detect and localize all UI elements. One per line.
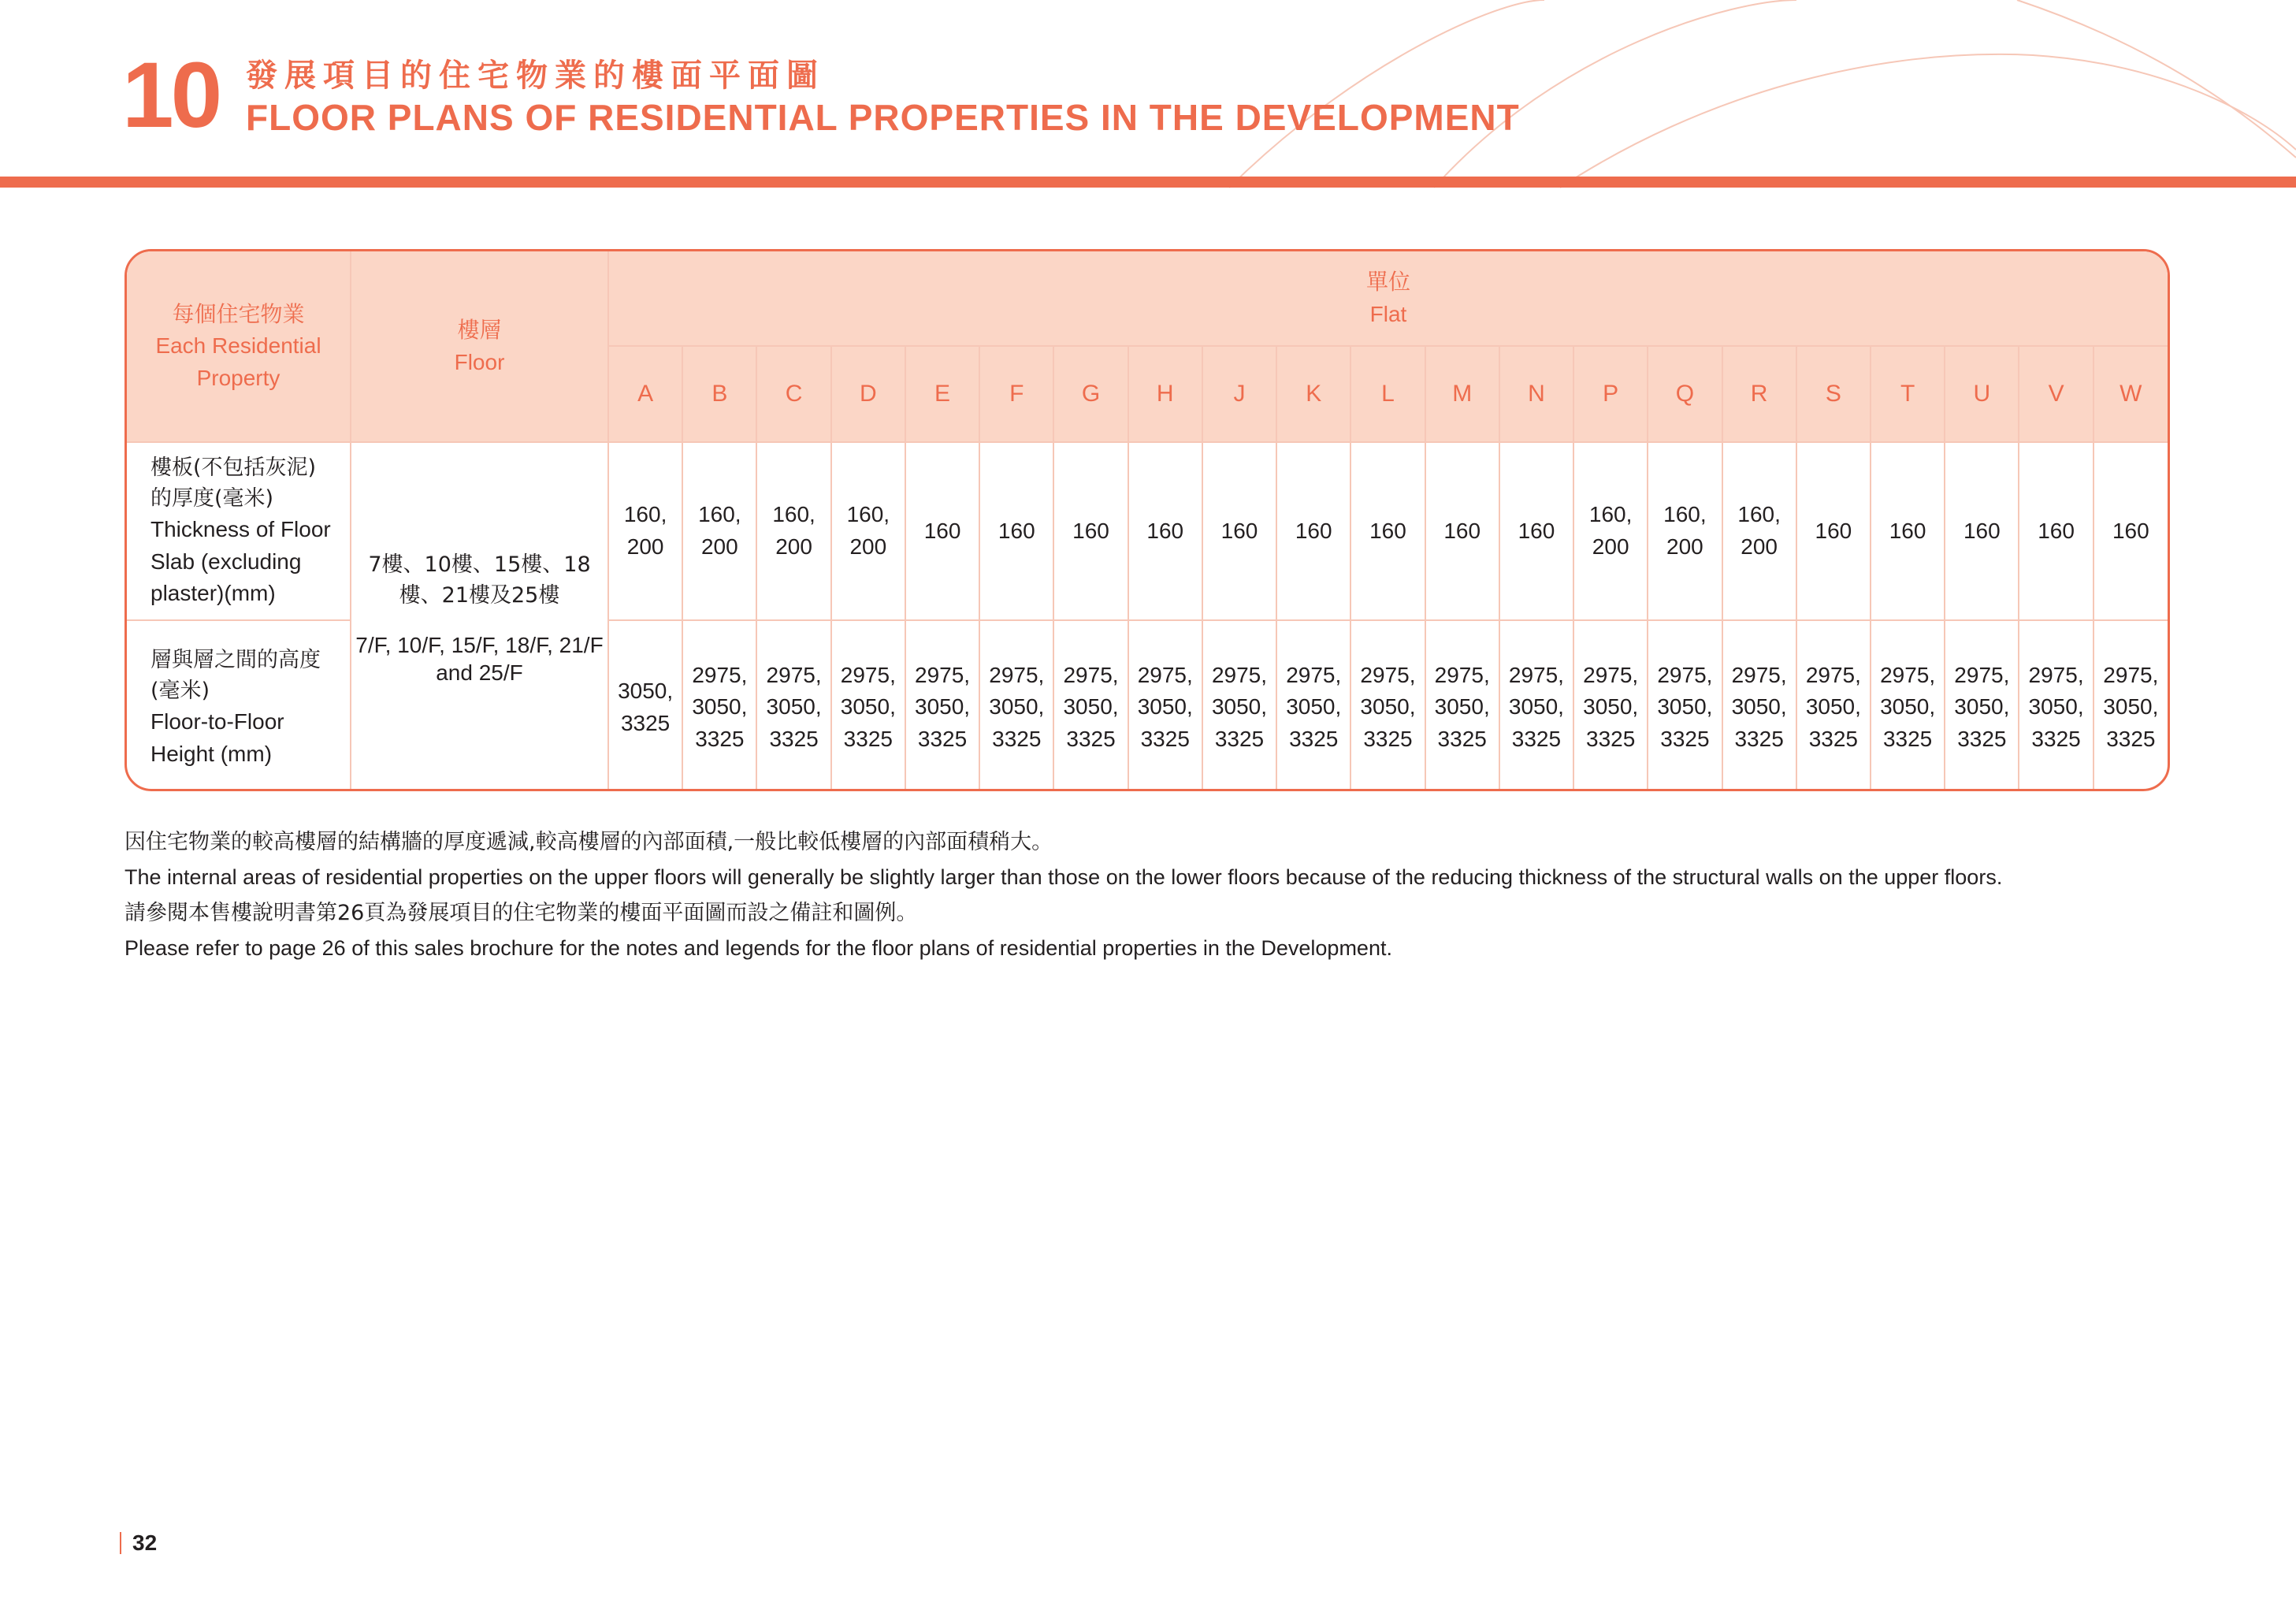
row-label-thickness (127, 442, 351, 620)
height-cell-e: 2975, 3050, 3325 (905, 620, 979, 791)
floor-cell (351, 442, 608, 791)
height-cell-t: 2975, 3050, 3325 (1871, 620, 1945, 791)
flat-header-a: A (608, 346, 682, 442)
col-header-floor-zh: 樓層 (457, 316, 502, 343)
col-header-property-en: Each Residential Property (155, 333, 321, 390)
thickness-cell-f: 160 (979, 442, 1053, 620)
thickness-cell-a: 160, 200 (608, 442, 682, 620)
flat-header-v: V (2019, 346, 2093, 442)
floor-cell-zh: 7樓、10樓、15樓、18樓、21樓及25樓 (368, 552, 591, 608)
col-header-floor (351, 251, 608, 442)
height-cell-a: 3050, 3325 (608, 620, 682, 791)
thickness-cell-k: 160 (1276, 442, 1350, 620)
row-label-thickness-en: Thickness of Floor Slab (excluding plaster)(mm) (150, 517, 331, 606)
height-cell-p: 2975, 3050, 3325 (1573, 620, 1648, 791)
header-decorative-arcs (0, 0, 2296, 189)
footnotes (124, 824, 2173, 966)
page-title-zh: 發展項目的住宅物業的樓面平面圖 (246, 58, 825, 94)
height-cell-s: 2975, 3050, 3325 (1796, 620, 1871, 791)
height-cell-w: 2975, 3050, 3325 (2094, 620, 2168, 791)
col-header-floor-en: Floor (454, 349, 505, 374)
thickness-cell-s: 160 (1796, 442, 1871, 620)
page-title-en: FLOOR PLANS OF RESIDENTIAL PROPERTIES IN THE DEVELOPMENT (246, 97, 1520, 138)
col-header-flat (608, 251, 2168, 346)
flat-header-n: N (1499, 346, 1573, 442)
flat-header-t: T (1871, 346, 1945, 442)
flat-header-d: D (831, 346, 905, 442)
height-cell-v: 2975, 3050, 3325 (2019, 620, 2093, 791)
height-cell-n: 2975, 3050, 3325 (1499, 620, 1573, 791)
thickness-cell-g: 160 (1053, 442, 1128, 620)
flat-header-g: G (1053, 346, 1128, 442)
col-header-flat-zh: 單位 (1365, 268, 1410, 295)
flat-header-k: K (1276, 346, 1350, 442)
thickness-cell-d: 160, 200 (831, 442, 905, 620)
height-cell-f: 2975, 3050, 3325 (979, 620, 1053, 791)
flat-header-e: E (905, 346, 979, 442)
flat-header-l: L (1350, 346, 1425, 442)
note-1-zh: 因住宅物業的較高樓層的結構牆的厚度遞減,較高樓層的內部面積,一般比較低樓層的內部面積稍大。 (124, 830, 1053, 854)
height-cell-r: 2975, 3050, 3325 (1722, 620, 1796, 791)
thickness-cell-q: 160, 200 (1648, 442, 1722, 620)
flat-header-w: W (2094, 346, 2168, 442)
thickness-cell-r: 160, 200 (1722, 442, 1796, 620)
height-cell-q: 2975, 3050, 3325 (1648, 620, 1722, 791)
height-cell-h: 2975, 3050, 3325 (1128, 620, 1202, 791)
col-header-flat-en: Flat (1369, 301, 1407, 326)
flat-header-c: C (756, 346, 830, 442)
row-label-height (127, 620, 351, 791)
height-cell-k: 2975, 3050, 3325 (1276, 620, 1350, 791)
thickness-cell-p: 160, 200 (1573, 442, 1648, 620)
thickness-cell-m: 160 (1425, 442, 1499, 620)
row-label-height-en: Floor-to-Floor Height (mm) (150, 709, 284, 766)
height-cell-b: 2975, 3050, 3325 (682, 620, 756, 791)
thickness-cell-u: 160 (1945, 442, 2019, 620)
flat-header-q: Q (1648, 346, 1722, 442)
height-cell-l: 2975, 3050, 3325 (1350, 620, 1425, 791)
flat-header-j: J (1202, 346, 1276, 442)
thickness-cell-e: 160 (905, 442, 979, 620)
height-cell-g: 2975, 3050, 3325 (1053, 620, 1128, 791)
flat-header-f: F (979, 346, 1053, 442)
thickness-cell-n: 160 (1499, 442, 1573, 620)
thickness-cell-b: 160, 200 (682, 442, 756, 620)
flat-header-r: R (1722, 346, 1796, 442)
chapter-number: 10 (122, 43, 220, 147)
height-cell-c: 2975, 3050, 3325 (756, 620, 830, 791)
thickness-cell-h: 160 (1128, 442, 1202, 620)
row-label-height-zh: 層與層之間的高度(毫米) (150, 647, 321, 703)
floor-cell-en: 7/F, 10/F, 15/F, 18/F, 21/F and 25/F (355, 633, 604, 686)
flat-header-u: U (1945, 346, 2019, 442)
thickness-cell-t: 160 (1871, 442, 1945, 620)
height-cell-j: 2975, 3050, 3325 (1202, 620, 1276, 791)
note-2-zh: 請參閱本售樓說明書第26頁為發展項目的住宅物業的樓面平面圖而設之備註和圖例。 (124, 901, 918, 925)
thickness-cell-v: 160 (2019, 442, 2093, 620)
height-cell-m: 2975, 3050, 3325 (1425, 620, 1499, 791)
thickness-cell-j: 160 (1202, 442, 1276, 620)
col-header-property (127, 251, 351, 442)
page-number: 32 (120, 1532, 157, 1554)
row-label-thickness-zh: 樓板(不包括灰泥)的厚度(毫米) (150, 455, 317, 511)
header-divider (0, 177, 2296, 188)
note-2-en: Please refer to page 26 of this sales brochure for the notes and legends for the floor plans of residential properties in the Development. (124, 936, 1392, 960)
height-cell-d: 2975, 3050, 3325 (831, 620, 905, 791)
flat-header-s: S (1796, 346, 1871, 442)
flat-header-m: M (1425, 346, 1499, 442)
thickness-cell-l: 160 (1350, 442, 1425, 620)
floor-spec-table (124, 249, 2170, 791)
height-cell-u: 2975, 3050, 3325 (1945, 620, 2019, 791)
thickness-cell-c: 160, 200 (756, 442, 830, 620)
flat-header-p: P (1573, 346, 1648, 442)
note-1-en: The internal areas of residential properties on the upper floors will generally be slightly larger than those on the lower floors because of the reducing thickness of the structural walls on the upper floors. (124, 865, 2003, 889)
flat-header-b: B (682, 346, 756, 442)
col-header-property-zh: 每個住宅物業 (172, 300, 305, 327)
thickness-cell-w: 160 (2094, 442, 2168, 620)
flat-header-h: H (1128, 346, 1202, 442)
